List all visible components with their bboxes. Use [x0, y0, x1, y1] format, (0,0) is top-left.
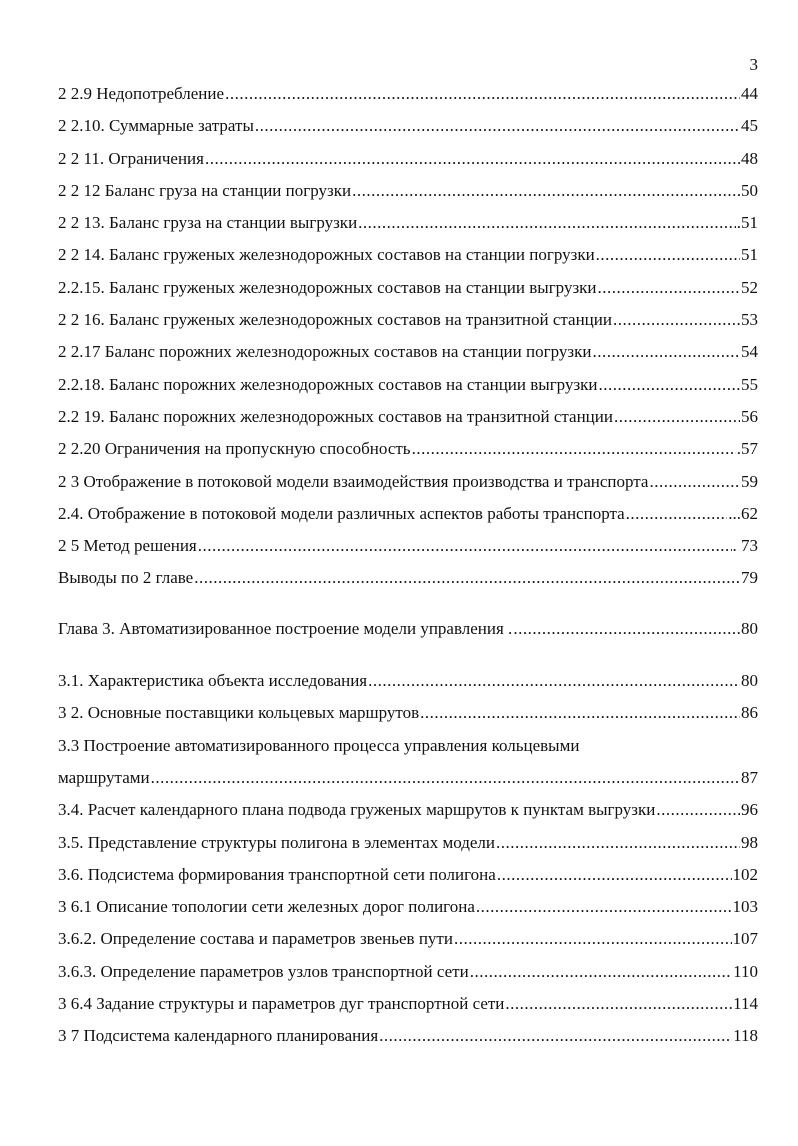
toc-entry-title: 3.1. Характеристика объекта исследования	[58, 671, 368, 691]
toc-entry	[58, 697, 758, 729]
page-number: 3	[749, 55, 758, 74]
dot-leader	[420, 697, 740, 729]
dot-leader	[656, 794, 740, 826]
toc-entry-page: 52	[741, 277, 758, 297]
dot-leader	[596, 239, 740, 271]
toc-entry-title: 2.4. Отображение в потоковой модели различных аспектов работы транспорта	[58, 503, 625, 523]
toc-entry-page: 53	[741, 310, 758, 330]
toc-entry-first-line	[58, 730, 758, 762]
toc-entry	[58, 665, 758, 697]
toc-entry-page: 103	[732, 897, 758, 917]
toc-entry-page: 107	[732, 929, 758, 949]
toc-chapter-title: Глава 3. Автоматизированное построение модели управления .	[58, 618, 513, 638]
toc-entry	[58, 336, 758, 368]
toc-entry	[58, 562, 758, 594]
toc-entry-title-continuation: маршрутами	[58, 767, 150, 787]
toc-entry-title: 3 6.4 Задание структуры и параметров дуг транспортной сети	[58, 994, 505, 1014]
toc-entry-page: .51	[736, 213, 758, 233]
dot-leader	[613, 304, 740, 336]
toc-entry	[58, 827, 758, 859]
toc-entry	[58, 530, 758, 562]
toc-entry	[58, 239, 758, 271]
toc-entry	[58, 401, 758, 433]
toc-entry	[58, 988, 758, 1020]
toc-chapter-entry	[58, 613, 758, 645]
toc-entry	[58, 369, 758, 401]
toc-entry-page: 48	[741, 148, 758, 168]
dot-leader	[470, 956, 732, 988]
toc-entry-title: 2.2 19. Баланс порожних железнодорожных составов на транзитной станции	[58, 406, 613, 426]
toc-entry-page: 86	[741, 703, 758, 723]
table-of-contents	[58, 78, 758, 1053]
dot-leader	[352, 175, 740, 207]
toc-entry	[58, 207, 758, 239]
toc-entry-title: 2 2 11. Ограничения	[58, 148, 204, 168]
dot-leader	[614, 401, 740, 433]
dot-leader	[412, 433, 736, 465]
dot-leader	[497, 859, 732, 891]
toc-entry-continuation	[58, 762, 758, 794]
toc-entry	[58, 1020, 758, 1052]
toc-entry	[58, 923, 758, 955]
toc-entry-title: 3.6. Подсистема формирования транспортной сети полигона	[58, 864, 496, 884]
dot-leader	[454, 923, 732, 955]
toc-entry-page: 98	[741, 832, 758, 852]
toc-entry-title: 3.6.3. Определение параметров узлов транспортной сети	[58, 961, 469, 981]
toc-entry-title: 2 2.9 Недопотребление	[58, 84, 225, 103]
dot-leader	[505, 988, 732, 1020]
toc-entry-page: 118	[733, 1026, 758, 1046]
dot-leader	[379, 1020, 732, 1052]
dot-leader	[205, 143, 740, 175]
toc-entry-page: 102	[732, 864, 758, 884]
toc-entry-page: . 73	[732, 536, 758, 556]
toc-entry-title: 2 2.10. Суммарные затраты	[58, 116, 254, 136]
toc-entry-page: 55	[741, 374, 758, 394]
dot-leader	[198, 530, 732, 562]
dot-leader	[649, 466, 740, 498]
toc-entry-page: 45	[741, 116, 758, 136]
toc-entry-title: Выводы по 2 главе	[58, 568, 194, 588]
toc-entry	[58, 859, 758, 891]
toc-entry-page: 80	[741, 671, 758, 691]
dot-leader	[592, 336, 740, 368]
toc-entry-title: 3 2. Основные поставщики кольцевых маршрутов	[58, 703, 420, 723]
toc-entry	[58, 272, 758, 304]
toc-entry	[58, 304, 758, 336]
toc-entry-title: 3.6.2. Определение состава и параметров звеньев пути	[58, 929, 453, 949]
toc-entry	[58, 110, 758, 142]
toc-entry-page: 110	[733, 961, 758, 981]
toc-entry-page: 59	[741, 471, 758, 491]
dot-leader	[496, 827, 740, 859]
dot-leader	[358, 207, 736, 239]
toc-entry-page: ...62	[728, 503, 758, 523]
dot-leader	[368, 665, 740, 697]
toc-entry-page: 44	[741, 84, 758, 103]
toc-entry	[58, 78, 758, 110]
toc-entry-page: 87	[741, 767, 758, 787]
dot-leader	[476, 891, 732, 923]
dot-leader	[225, 78, 740, 110]
toc-entry	[58, 794, 758, 826]
dot-leader	[626, 498, 728, 530]
toc-entry-title: 2 2.17 Баланс порожних железнодорожных составов на станции погрузки	[58, 342, 592, 362]
toc-entry-title: 2 2.20 Ограничения на пропускную способность	[58, 439, 411, 459]
toc-entry-title: 3 6.1 Описание топологии сети железных дорог полигона	[58, 897, 475, 917]
dot-leader	[598, 272, 740, 304]
toc-entry	[58, 175, 758, 207]
toc-entry-page: 114	[733, 994, 758, 1014]
toc-entry-title: 2 2 14. Баланс груженых железнодорожных составов на станции погрузки	[58, 245, 595, 265]
dot-leader	[513, 613, 740, 645]
toc-entry-title: 2.2.15. Баланс груженых железнодорожных составов на станции выгрузки	[58, 277, 597, 297]
toc-entry-page: 96	[741, 800, 758, 820]
toc-entry-title: 3 7 Подсистема календарного планирования	[58, 1026, 379, 1046]
toc-entry-title: 3.5. Представление структуры полигона в элементах модели	[58, 832, 495, 852]
toc-entry-title: 2 2 13. Баланс груза на станции выгрузки	[58, 213, 358, 233]
toc-entry-title: 2 5 Метод решения	[58, 536, 197, 556]
toc-entry-title: 2 2 12 Баланс груза на станции погрузки	[58, 180, 352, 200]
toc-entry	[58, 498, 758, 530]
toc-entry-page: .57	[736, 439, 758, 459]
dot-leader	[255, 110, 740, 142]
toc-entry-title: 3.4. Расчет календарного плана подвода груженых маршрутов к пунктам выгрузки	[58, 800, 656, 820]
toc-entry-page: 56	[741, 406, 758, 426]
dot-leader	[599, 369, 740, 401]
toc-entry	[58, 466, 758, 498]
dot-leader	[194, 562, 740, 594]
toc-entry	[58, 956, 758, 988]
toc-entry-page: 50	[741, 180, 758, 200]
toc-entry-page: 79	[741, 568, 758, 588]
toc-entry-page: 51	[741, 245, 758, 265]
toc-entry	[58, 891, 758, 923]
toc-entry-page: 80	[741, 618, 758, 638]
toc-entry-title: 3.3 Построение автоматизированного процесса управления кольцевыми	[58, 735, 580, 755]
toc-entry-page: 54	[741, 342, 758, 362]
toc-entry-title: 2.2.18. Баланс порожних железнодорожных составов на станции выгрузки	[58, 374, 598, 394]
dot-leader	[151, 762, 740, 794]
toc-entry	[58, 433, 758, 465]
toc-entry	[58, 143, 758, 175]
toc-entry-title: 2 2 16. Баланс груженых железнодорожных составов на транзитной станции	[58, 310, 612, 330]
toc-entry-title: 2 3 Отображение в потоковой модели взаимодействия производства и транспорта	[58, 471, 649, 491]
